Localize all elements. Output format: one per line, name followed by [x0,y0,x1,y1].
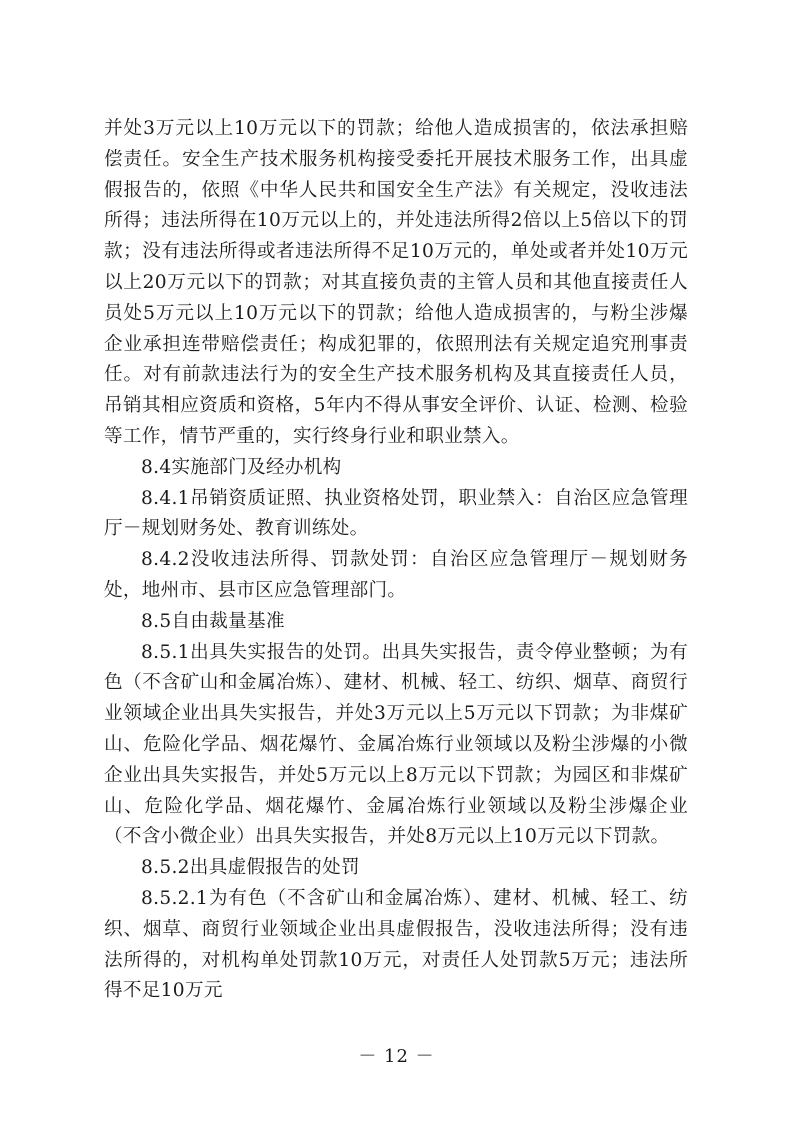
paragraph-8-5-2-1: 8.5.2.1为有色（不含矿山和金属冶炼）、建材、机械、轻工、纺织、烟草、商贸行业领域企业出具虚假报告，没收违法所得；没有违法所得的，对机构单处罚款10万元，对责任人处罚款5万元；违法所得不足10万元 [104,887,688,1002]
heading-8-4: 8.4实施部门及经办机构 [141,456,342,478]
paragraph-8-4-2: 8.4.2没收违法所得、罚款处罚：自治区应急管理厅－规划财务处，地州市、县市区应急管理部门。 [104,549,688,601]
paragraph-continued-penalties: 并处3万元以上10万元以下的罚款；给他人造成损害的，依法承担赔偿责任。安全生产技术服务机构接受委托开展技术服务工作，出具虚假报告的，依照《中华人民共和国安全生产法》有关规定，没收违法所得；违法所得在10万元以上的，并处违法所得2倍以上5倍以下的罚款；没有违法所得或者违法所得不足10万元的，单处或者并处10万元以上20万元以下的罚款；对其直接负责的主管人员和其他直接责任人员处5万元以上10万元以下的罚款；给他人造成损害的，与粉尘涉爆企业承担连带赔偿责任；构成犯罪的，依照刑法有关规定追究刑事责任。对有前款违法行为的安全生产技术服务机构及其直接责任人员，吊销其相应资质和资格，5年内不得从事安全评价、认证、检测、检验等工作，情节严重的，实行终身行业和职业禁入。 [104,118,688,447]
paragraph-8-5-1: 8.5.1出具失实报告的处罚。出具失实报告，责令停业整顿；为有色（不含矿山和金属冶炼）、建材、机械、轻工、纺织、烟草、商贸行业领域企业出具失实报告，并处3万元以上5万元以下罚款；为非煤矿山、危险化学品、烟花爆竹、金属冶炼行业领域以及粉尘涉爆的小微企业出具失实报告，并处5万元以上8万元以下罚款；为园区和非煤矿山、危险化学品、烟花爆竹、金属冶炼行业领域以及粉尘涉爆企业（不含小微企业）出具失实报告，并处8万元以上10万元以下罚款。 [104,641,688,848]
page-number: － 12 － [358,1046,435,1067]
document-body [104,114,688,1007]
paragraph-8-4-1: 8.4.1吊销资质证照、执业资格处罚，职业禁入：自治区应急管理厅－规划财务处、教育训练处。 [104,487,688,540]
heading-8-5: 8.5自由裁量基准 [141,610,285,632]
heading-8-5-2: 8.5.2出具虚假报告的处罚 [141,857,360,879]
